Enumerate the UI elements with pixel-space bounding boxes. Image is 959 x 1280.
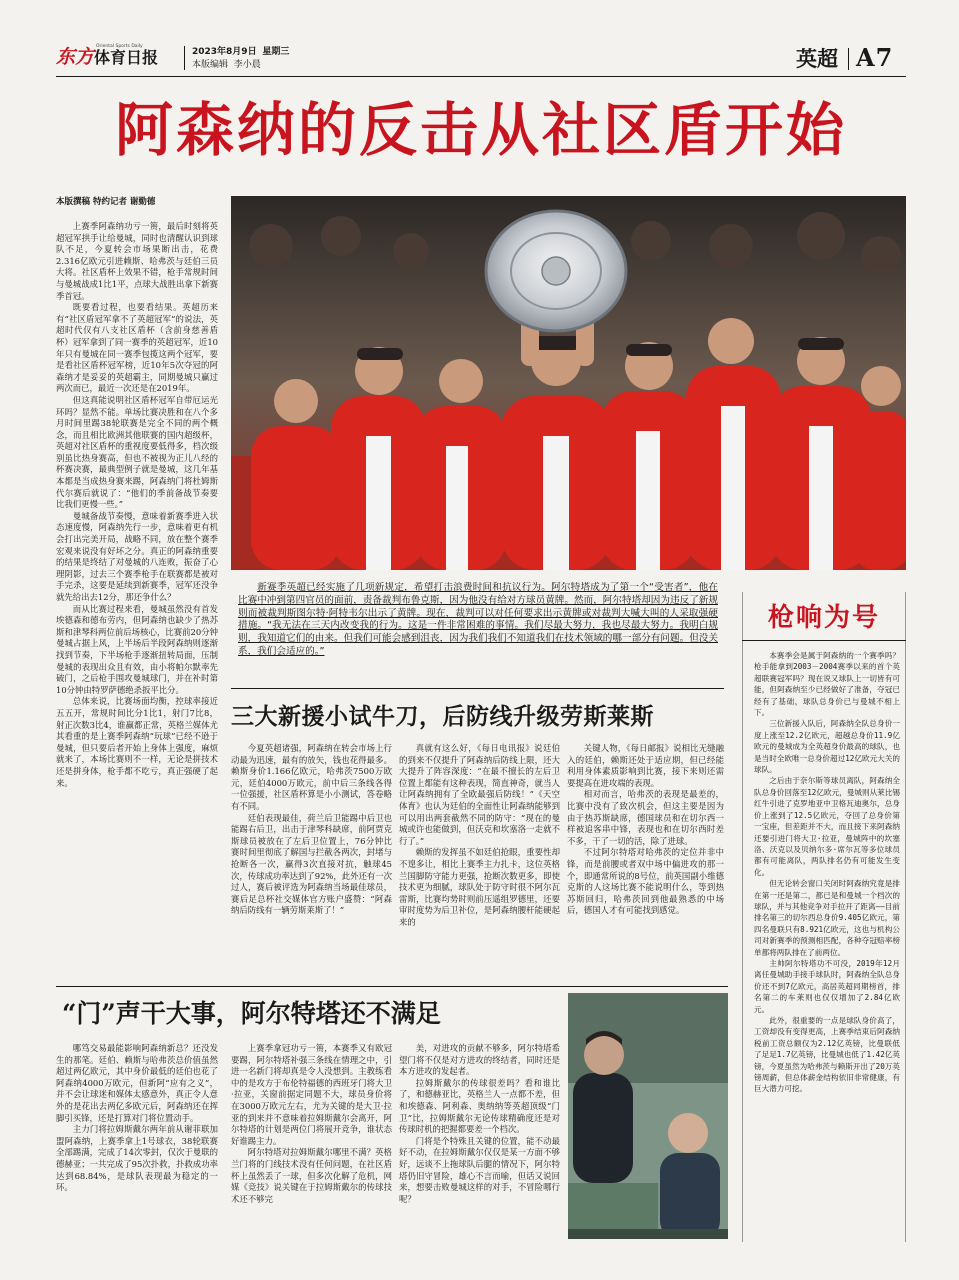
section3-col-c (399, 1043, 560, 1243)
page-title: 阿森纳的反击从社区盾开始 (114, 96, 847, 164)
section3-col-a (56, 1043, 218, 1243)
arsenal-celebration-photo (231, 196, 906, 570)
sidebar-paragraph: 此外，很重要的一点是球队身价高了，工资却没有变得更高，上赛季结束后阿森纳税前工资总额仅为2.12亿英镑，比曼联低了足足1.7亿英镑，比曼城也低了1.42亿英镑，今夏虽然为哈弗茨与赖斯开出了20万英镑周薪，但总体薪金结构依旧非常健康，有巨大潜力可挖。 (754, 1016, 900, 1094)
section3-paragraph: 主力门将拉姆斯戴尔两年前从谢菲联加盟阿森纳，上赛季拿上1号球衣，38轮联赛全部踢满，完成了14次零封，仅次于曼联的德赫亚；一共完成了95次扑救，扑救成功率达到68.84%，是球队表现最为稳定的一环。 (56, 1124, 218, 1193)
col1-paragraph: 但这真能说明社区盾杯冠军自带厄运光环吗？显然不能。单场比赛决胜和在八个多月时间里踢38轮联赛是完全不同的两个概念，而且相比欧洲其他联赛的国内超级杯，英超对社区盾杯的重视度要低得多，档次级别虽比热身赛高，但也不被视为正儿八经的杯赛决赛，最典型例子就是曼城，这几年基本都是当成热身赛来踢，阿森纳门将杜姆斯代尔赛后就说了：“他们的季前备战节奏要比我们更慢一些。” (56, 394, 218, 510)
sidebar-title-rule (742, 640, 906, 641)
section3-title: “门”声干大事，阿尔特塔还不满足 (62, 999, 441, 1028)
masthead-rule (56, 76, 906, 77)
col1-paragraph: 而从比赛过程来看，曼城虽然没有首发埃德森和德布劳内，但阿森纳也缺少了热苏斯和津琴科两位前后场核心，比赛前20分钟曼城占据上风，上半场后半段阿森纳则逐渐找到节奏，下半场枪手逐渐扭转局面，压制曼城的表现出众且有效，由小将帕尔默率先破门，之后枪手围攻曼城球门，并在补时第10分钟由特罗萨德绝杀扳平比分。 (56, 603, 218, 695)
section3-paragraph: 上赛季拿冠功亏一篑，本赛季又有欧冠要踢，阿尔特塔补强三条线在情理之中，引进一名新门将却真是令人没想到。主教练看中的是攻方于布伦特福德的西班牙门将大卫·拉亚，关窗前据定同题不大，球员身价将在3000万欧元左右，尤为关键的是大卫·拉亚的到来并不意味着拉姆斯戴尔会离开，阿尔特塔的计划是两位门将展开竞争，谁状态好谁踢主力。 (231, 1043, 392, 1146)
section-divider-rule (56, 986, 728, 987)
section3-paragraph: 阿尔特塔对拉姆斯戴尔哪里不满？英格兰门将的门线技术没有任何问题，在社区盾杯上虽然丢了一球，但多次化解了危机，网媒《竞技》说关键在于拉姆斯戴尔的传球技术还不够完 (231, 1147, 392, 1204)
section3-paragraph: 门将是个特殊且关键的位置，能不动最好不动，在拉姆斯戴尔仅仅是某一方面不够好，远谈不上拖球队后腿的情况下，阿尔特塔仍旧守冒险，雄心不言而喻，但话又说回来，想要击败曼城这样的对手，不冒险哪行呢？ (399, 1135, 560, 1204)
section3-col-b (231, 1043, 392, 1243)
managers-photo (568, 993, 728, 1239)
col1-article (56, 221, 218, 977)
section2-title: 三大新援小试牛刀，后防线升级劳斯莱斯 (231, 703, 654, 730)
issue-info (192, 46, 392, 72)
col1-paragraph: 总体来说，比赛场面均衡，控球率接近五五开，常规时间比分1比1，射门7比8，射正次数3比4，谁赢都正常，英格兰媒体尤其看重的是上赛季阿森纳“玩球”已经不逊于曼城，但只要后者开始上身体上强度，麻烦就来了，本场比赛则不一样，无论是拼技术还是拼身体，枪手都不吃亏，真正强硬了起来。 (56, 696, 218, 788)
page-number: A7 (856, 43, 894, 72)
issue-weekday: 星期三 (262, 47, 290, 57)
col1-paragraph: 曼城备战节奏慢，意味着新赛季进入状态速度慢，阿森纳先行一步，意味着更有机会打出完美开局，战略不同，放在整个赛季宏观来说没有好坏之分。真正的阿森纳重要的结果是终结了对曼城的八连败，振奋了心理阴影，过去三个赛季枪手在联赛都是被对手完杀，这要是延续到新赛季，冠军还没争就先给出去12分，那还争什么？ (56, 510, 218, 602)
section2-paragraph: 不过阿尔特塔对哈弗茨的定位并非中锋，而是前腰或者双中场中偏进攻的那一个，即通常所说的8号位，前英国副小维德克斯的人这场比赛不能说明什么，等到热苏斯回归，哈弗茨回到他最熟悉的中场后，德国人才有可能找到感觉。 (567, 847, 724, 916)
caption-rule (231, 688, 724, 689)
logo-black: 体育日报 (94, 48, 159, 67)
sidebar-paragraph: 之后由于奈尔斯等球员离队，阿森纳全队总身价回落至12亿欧元，曼城则从莱比锡红牛引进了克罗地亚中卫格瓦迪奥尔，总身价上涨到了12.5亿欧元，夺回了总身价第一宝座，但差距并不大，而且接下来阿森纳还要引进门将大卫·拉亚，曼城阵中的坎塞洛、沃克以及贝纳尔多·席尔瓦等多位球员都有可能离队，两队排名仍有可能发生变化。 (754, 776, 900, 877)
sidebar-paragraph: 主帅阿尔特塔功不可没，2019年12月离任曼城助手接手球队时，阿森纳全队总身价还不到7亿欧元，高居英超同期榜首，排名第二的车莱则也仅仅增加了2.84亿欧元。 (754, 958, 900, 1014)
section3-paragraph: 拉姆斯戴尔的传球很差吗？看和谁比了，和德赫亚比，英格兰人一点都不差，但和埃德森、阿利森、奥纳纳等英超顶级“门卫”比，拉姆斯戴尔无论传球精确度还是对传球时机的把握都要差一个档次。 (399, 1077, 560, 1135)
masthead (56, 44, 906, 74)
section2-paragraph: 关键人物，《每日邮报》说相比无缝融入的廷伯，赖斯还处于适应期，但已经能利用身体素质影响到比赛，接下来则还需要提高在进攻端的表现。 (567, 743, 724, 788)
section2-paragraph: 今夏英超诸强，阿森纳在转会市场上行动最为迅速，最有的放矢，钱也花得最多。赖斯身价1.166亿欧元，哈弗茨7500万欧元，廷伯4000万欧元，前中后三条线各得一位强援，社区盾杯算是小小测试，答卷略有不同。 (231, 743, 392, 811)
section2-paragraph: 真就有这么好，《每日电讯报》说廷伯的到来不仅提升了阿森纳后防线上限，还大大提升了阵容深度：“在最不擅长的左后卫位置上都能有这种表现，简直神奇，就当人让阿森纳拥有了全欧最强后防线！”《天空体育》也认为廷伯的全面性让阿森纳能够到可以用出两套截然不同的防守：“现在的曼城或许也能做到，但沃克和坎塞洛一走就不行了。” (399, 743, 560, 846)
byline: 本版撰稿 特约记者 谢勤德 (56, 197, 156, 207)
logo-red: 东方 (56, 46, 95, 68)
section2-paragraph: 相对而言，哈弗茨的表现是最差的，比赛中没有了致次机会，但这主要是因为由于热苏斯缺席，德国球员和在切尔西一样被追客串中锋，表现也和在切尔西时差不多，干了一切的活，除了进球。 (567, 789, 724, 846)
section3-paragraph: 美，对进攻的贡献不够多，阿尔特塔希望门将不仅是对方进攻的终结者，同时还是本方进攻的发起者。 (399, 1043, 560, 1077)
managers-illustration (568, 993, 728, 1239)
section-label: 英超 (796, 46, 838, 71)
masthead-divider (184, 46, 185, 70)
section2-col-b (399, 743, 560, 973)
sidebar-paragraph: 但无论转会窗口关闭时阿森纳究竟是排在第一还是第二，都已是和曼城一个档次的球队，并与其他竞争对手拉开了距离——目前排名第三的切尔西总身价9.405亿欧元，第四名曼联只有8.921亿欧元，这也与机构公司对新赛季的预测相匹配，各种夺冠赔率榜单都将两队排在了前两位。 (754, 879, 900, 957)
celebration-illustration (231, 196, 906, 570)
newspaper-logo (56, 44, 176, 72)
editor-name: 李小晨 (233, 60, 261, 70)
sidebar-article (754, 650, 900, 1240)
section-divider (848, 48, 849, 70)
editor-label: 本版编辑 (192, 60, 229, 70)
sidebar-paragraph: 本赛季会是属于阿森纳的一个赛季吗？枪手能拿到2003－2004赛季以来的首个英超联赛冠军吗？现在说又球队上一切皆有可能，但阿森纳至少已经做好了准备，夺冠已经有了基础，球队总身价已与曼城不相上下。 (754, 651, 900, 718)
section2-paragraph: 赖斯的发挥虽不如廷伯抢眼，重要性却不遑多让，相比上赛季主力扎卡，这位英格兰国脚防守能力更强，抢断次数更多，即使技术更为细腻，球队处于防守时很不阿尔瓦雷斯，比赛均势时则前压遥组罗德里，还要审时度势为后卫补位，是阿森纳腰杆能硬起来的 (399, 847, 560, 927)
sidebar-paragraph: 三位新援入队后，阿森纳全队总身价一度上涨至12.2亿欧元，超越总身价11.9亿欧元的曼城成为全英超身价最高的球队，也是当时全欧唯一总身价超过12亿欧元大关的球队。 (754, 719, 900, 775)
sidebar-title: 枪响为号 (767, 603, 880, 633)
col1-paragraph: 既要看过程，也要看结果。英超历来有“社区盾冠军拿不了英超冠军”的说法，英超时代仅有八支社区盾杯（含前身慈善盾杯）冠军拿到了同一赛季的英超冠军，近10年只有曼城在同一赛季包揽这两个冠军，要是看社区盾杯冠军榜，近10年5次夺冠的阿森纳才是妥妥的英超霸主，同期曼城只赢过两次而已，最近一次还是在2019年。 (56, 302, 218, 394)
logo-english: Oriental Sports Daily (96, 44, 143, 49)
section3-paragraph: 哪笃交易最能影响阿森纳新总？还没发生的那笔。廷伯、赖斯与哈弗茨总价值虽然超过两亿欧元，其中身价最低的廷伯也花了阿森纳4000万欧元，但新阿“应有之义”，并不会让球迷和媒体太感意外，真正令人意外的是花出去两亿多欧元后，阿森纳还在挥脚引买锋，还是打算对门将位置动手。 (56, 1043, 218, 1123)
issue-date: 2023年8月9日 (192, 47, 257, 57)
section2-paragraph: 廷伯表现最佳，荷兰后卫能踢中后卫也能踢右后卫，出击于津琴科缺席，前阿贾克斯球员被放在了左后卫位置上，76分钟比赛时间里彻底了解国与拦截各两次，封堵与抢断各一次，赢得3次直接对抗，触球45次，传球成功率达到了92%，此外还有一次过人，赛后被评选为阿森纳当场最佳球员，赛后足总杯社交媒体官方账户盛赞：“阿森纳后防线有一辆劳斯莱斯了！” (231, 812, 392, 916)
col1-paragraph: 上赛季阿森纳功亏一篑，最后时刻将英超冠军拱手让给曼城，同时也清醒认识到球队不足，今夏转会市场果断出击，花费2.316亿欧元引进赖斯、哈弗茨与廷伯三员大将。社区盾杯上效果不错，枪手常规时间与曼城战成1比1平，点球大战胜出拿下新赛季首冠。 (56, 221, 218, 301)
section2-col-a (231, 743, 392, 973)
section2-col-c (567, 743, 724, 973)
photo-caption: 新赛季英超已经实施了几项新规定，希望打击浪费时间和抗议行为。阿尔特塔成为了第一个“受害者”，他在比赛中冲到第四官员的面前，责备裁判布鲁克斯，因为他没有给对方球员黄牌。然而，阿尔特塔却因为违反了新规则而被裁判斯图尔特·阿特韦尔出示了黄牌。现在，裁判可以对任何要求出示黄牌或对裁判大喊大叫的人采取强硬措施。“我无法在三天内改变我的行为。这是一件非常困难的事情。我们尽最大努力，我也尽最大努力。我明白规则，我知道它们的由来。但我们可能会感到沮丧，因为我们我们不知道我们在技术领域的哪一部分有问题。但没关系，我们会适应的。” (238, 582, 718, 657)
